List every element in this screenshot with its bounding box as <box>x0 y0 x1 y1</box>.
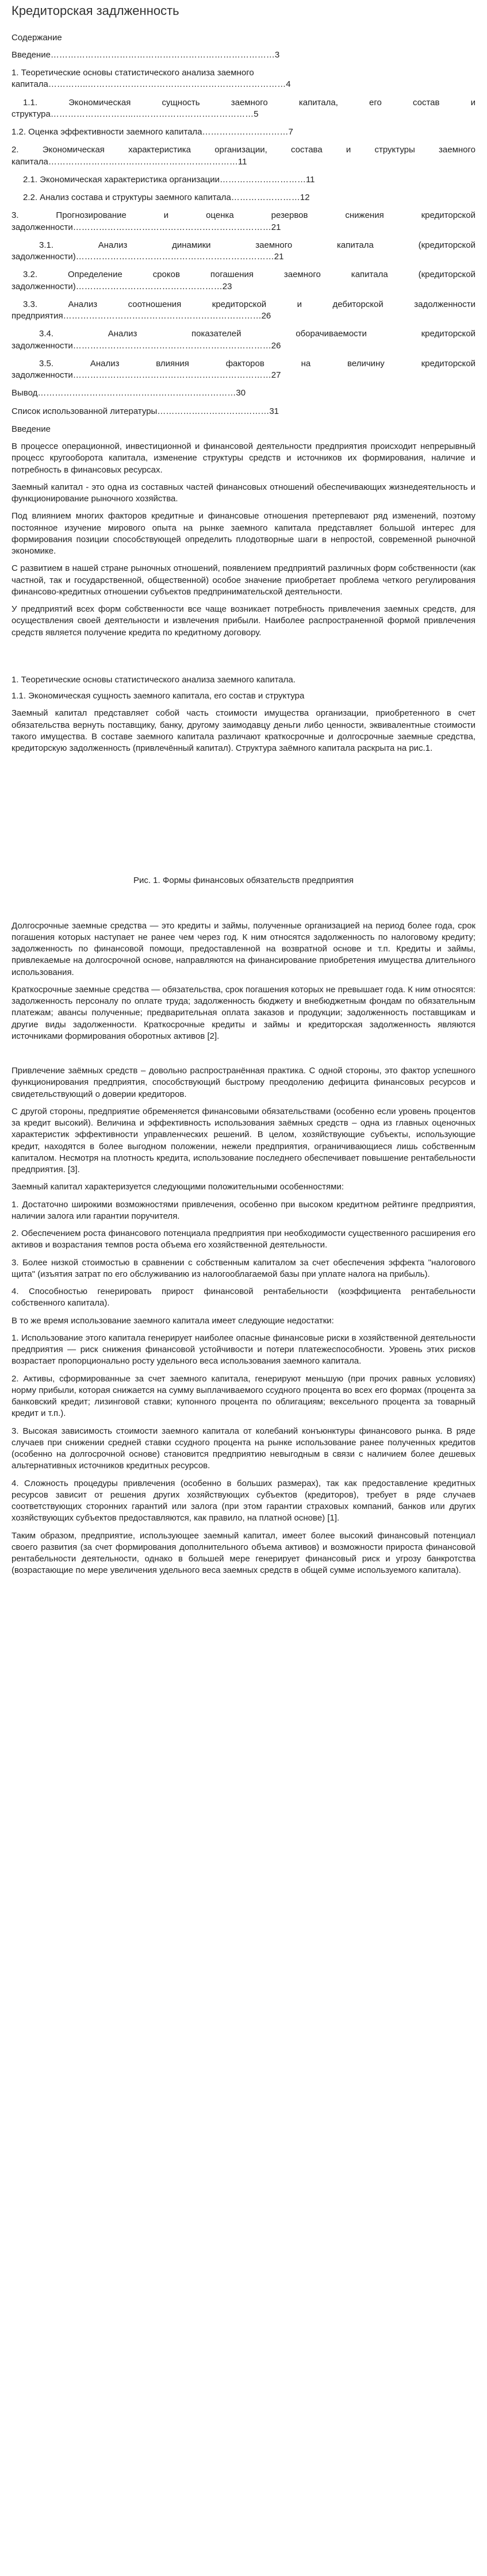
toc-item: 2.1. Экономическая характеристика организации…………………………11 <box>23 174 315 185</box>
intro-paragraph: Заемный капитал - это одна из составных частей финансовых отношений обеспечивающих жизнедеятельность и функционирование рыночного хозяйства. <box>11 482 476 504</box>
body-paragraph: 1. Использование этого капитала генерирует наиболее опасные финансовые риски в хозяйственной деятельности предприятия — риск снижения финансовой устойчивости и потери платежеспособности. Уровень этих рисков возрастает пропорционально росту удельного веса использования заемного капитала. <box>11 1333 476 1366</box>
intro-heading: Введение <box>11 424 51 434</box>
figure-caption: Рис. 1. Формы финансовых обязательств предприятия <box>133 876 354 886</box>
body-paragraph: 4. Способностью генерировать прирост финансовой рентабельности (коэффициента рентабельности собственного капитала). <box>11 1287 476 1308</box>
body-paragraph: 2. Активы, сформированные за счет заемного капитала, генерируют меньшую (при прочих равных условиях) норму прибыли, которая снижается на сумму выплачиваемого ссудного процента во всех его формах (процента за банковский кредит; лизинговой ставки; купонного процента по облигациям; вексельного процента за товарный кредит и т.п.). <box>11 1373 476 1419</box>
intro-paragraph: С развитием в нашей стране рыночных отношений, появлением предприятий различных форм собственности (как частной, так и государственной, общественной) особое значение приобретает проблема четкого регулирования финансово-кредитных отношении субъектов предпринимательской деятельности. <box>11 563 476 597</box>
body-paragraph: Долгосрочные заемные средства — это кредиты и займы, полученные организацией на период более года, срок погашения которых наступает не ранее чем через год. К ним относятся задолженность по налоговому кредиту; задолженность по финансовой помощи, предоставленной на возвратной основе и т.п. Кредиты и займы, привлекаемые на долгосрочной основе, направляются на финансирование приобретения имущества длительного использования. <box>11 920 476 977</box>
body-paragraph: 1. Достаточно широкими возможностями привлечения, особенно при высоком кредитном рейтинге предприятия, наличии залога или гарантии поручителя. <box>11 1199 476 1221</box>
body-paragraph: Краткосрочные заемные средства — обязательства, срок погашения которых не превышает года. К ним относятся: задолженность персоналу по оплате труда; задолженность бюджету и внебюджетным фондам по обязательным платежам; авансы полученные; предварительная оплата заказов и продукции; задолженность поставщикам и другие виды задолженности. Краткосрочные кредиты и займы и кредиторская задолженность являются источниками формирования оборотных активов [2]. <box>11 984 476 1041</box>
body-paragraph: 4. Сложность процедуры привлечения (особенно в больших размерах), так как предоставление кредитных ресурсов зависит от решения других хозяйствующих субъектов (кредиторов), требует в ряде случаев соответствующих сторонних гарантий или залога (при этом гарантии страховых компаний, банков или других хозяйствующих субъектов предоставляются, как правило, на платной основе) [1]. <box>11 1478 476 1523</box>
body-paragraph: 3. Высокая зависимость стоимости заемного капитала от колебаний конъюнктуры финансового рынка. В ряде случаев при снижении средней ставки ссудного процента на рынке использование ранее полученных кредитов (особенно на долгосрочной основе) становится предприятию невыгодным в связи с наличием более дешевых альтернативных источников кредитных ресурсов. <box>11 1426 476 1471</box>
toc-item: 1.1. Экономическая сущность заемного капитала, его состав и структура………………………..……………………………………5 <box>11 97 476 119</box>
intro-section <box>11 441 476 639</box>
toc-item: 3. Прогнозирование и оценка резервов снижения кредиторской задолженности……………………………………………………………21 <box>11 210 476 232</box>
section-1-1-paragraph: Заемный капитал представляет собой часть стоимости имущества организации, приобретенного в счет обязательства вернуть поставщику, банку, другому заимодавцу деньги либо ценности, эквивалентные стоимости такого имущества. В составе заемного капитала различают краткосрочные и долгосрочные заемные средства, кредиторскую задолженность (привлечённый капитал). Структура заёмного капитала раскрыта на рис.1. <box>11 708 476 754</box>
toc-item: 3.5. Анализ влияния факторов на величину кредиторской задолженности……………………………………………………………27 <box>11 358 476 381</box>
body-section-2 <box>11 1065 476 1577</box>
document-title: Кредиторская задлженность <box>11 3 179 18</box>
toc-item: 3.4. Анализ показателей оборачиваемости кредиторской задолженности……………………………………………………………26 <box>11 329 476 351</box>
body-section-1 <box>11 920 476 1043</box>
figure-placeholder <box>11 760 476 875</box>
section-1-1-heading: 1.1. Экономическая сущность заемного капитала, его состав и структура <box>11 691 305 701</box>
body-paragraph: Таким образом, предприятие, использующее заемный капитал, имеет более высокий финансовый потенциал своего развития (за счет формирования дополнительного объема активов) и возможности прироста финансовой рентабельности деятельности, однако в большей мере генерирует финансовый риск и угрозу банкротства (возрастающие по мере увеличения удельного веса заемных средств в общей сумме используемого капитала). <box>11 1530 476 1576</box>
toc-item: 3.3. Анализ соотношения кредиторской и дебиторской задолженности предприятия……………………………………………………………26 <box>11 299 476 321</box>
toc-item: Список использованной литературы…………………………………31 <box>11 406 279 416</box>
intro-paragraph: В процессе операционной, инвестиционной и финансовой деятельности предприятия происходит непрерывный процесс кругооборота капитала, изменение структуры средств и источников их формирования, наличие и потребность в финансовых ресурсах. <box>11 442 476 475</box>
toc-item: 2.2. Анализ состава и структуры заемного капитала……………………12 <box>23 193 310 203</box>
toc-item: 3.1. Анализ динамики заемного капитала (кредиторской задолженности)……………………………………………………………21 <box>11 240 476 262</box>
table-of-contents <box>11 49 476 417</box>
toc-item: 2. Экономическая характеристика организации, состава и структуры заемного капитала…………………………………………………………11 <box>11 145 476 167</box>
toc-item: Введение……………………………………………………………………3 <box>11 49 280 60</box>
body-paragraph: 3. Более низкой стоимостью в сравнении с собственным капиталом за счет обеспечения эффекта "налогового щита" (изъятия затрат по его обслуживанию из налогооблагаемой базы при уплате налога на прибыль). <box>11 1257 476 1279</box>
intro-paragraph: У предприятий всех форм собственности все чаще возникает потребность привлечения заемных средств, для осуществления своей деятельности и извлечения прибыли. Наиболее распространенной формой привлечения средств является получение кредита по кредитному договору. <box>11 604 476 638</box>
toc-item: 1.2. Оценка эффективности заемного капитала…………………………7 <box>11 127 293 137</box>
body-paragraph: С другой стороны, предприятие обременяется финансовыми обязательствами (особенно если уровень процентов за кредит высокий). Величина и эффективность использования заёмных средств – одна из главных оценочных характеристик эффективности управленческих решений. В целом, хозяйствующие субъекты, использующие кредит, находятся в более выгодном положении, нежели предприятия, ограничивающиеся лишь собственным капиталом. Несмотря на плотность кредита, использование последнего обеспечивает повышение рентабельности предприятия. [3]. <box>11 1106 476 1175</box>
body-paragraph: В то же время использование заемного капитала имеет следующие недостатки: <box>11 1315 334 1326</box>
section-1-heading: 1. Теоретические основы статистического анализа заемного капитала. <box>11 674 296 685</box>
body-paragraph: 2. Обеспечением роста финансового потенциала предприятия при необходимости существенного расширения его активов и возрастания темпов роста объема его хозяйственной деятельности. <box>11 1229 476 1250</box>
toc-item: 1. Теоретические основы статистического анализа заемного капитала…………..……………………………………………………………4 <box>11 68 291 90</box>
intro-paragraph: Под влиянием многих факторов кредитные и финансовые отношения претерпевают ряд изменений, поэтому постоянное изучение мирового опыта на рынке заемного капитала представляет большой интерес для формирования позиции способствующей определить плодотворные шаги в непростой, современной рыночной экономике. <box>11 511 476 556</box>
toc-heading: Содержание <box>11 32 62 43</box>
body-paragraph: Заемный капитал характеризуется следующими положительными особенностями: <box>11 1182 344 1192</box>
document-page <box>0 2 487 1577</box>
toc-item: Вывод……………………………………………………………30 <box>11 388 246 398</box>
body-paragraph: Привлечение заёмных средств – довольно распространённая практика. С одной стороны, это фактор успешного функционирования предприятия, способствующий быстрому преодолению дефицита финансовых ресурсов и свидетельствующий о доверии кредиторов. <box>11 1066 476 1099</box>
toc-item: 3.2. Определение сроков погашения заемного капитала (кредиторской задолженности)……………………………………………23 <box>11 270 476 291</box>
